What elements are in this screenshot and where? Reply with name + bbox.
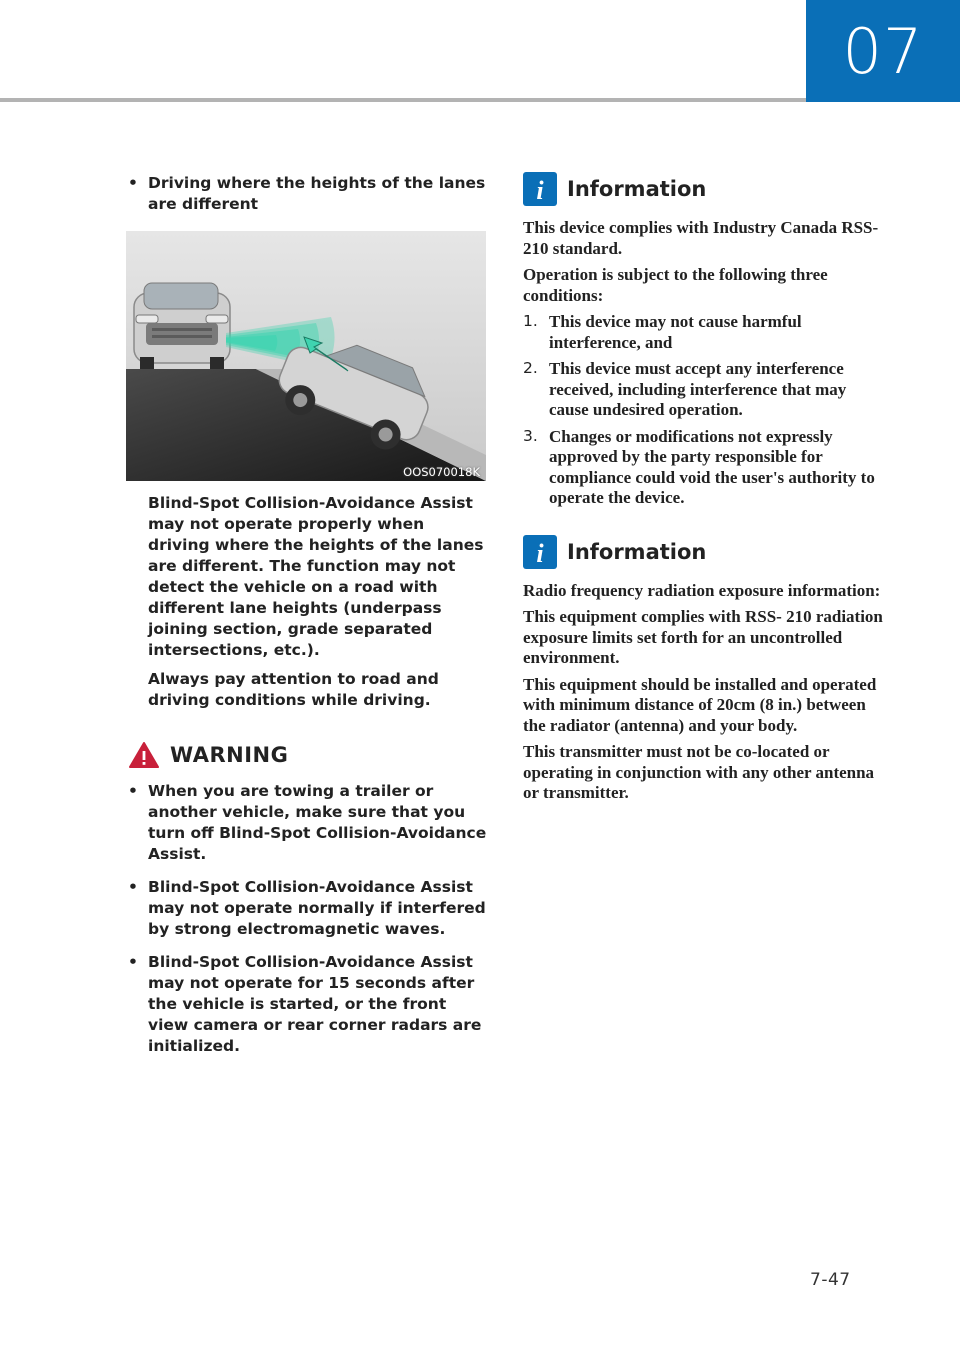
info-paragraph: This device complies with Industry Canada RSS-210 standard. [523,218,879,258]
item-text: This device may not cause harmful interference, and [549,312,802,352]
information-title: Information [567,177,707,201]
info-paragraph: This equipment complies with RSS- 210 radiation exposure limits set forth for an uncontrolled environment. [523,607,883,667]
warning-item: • Blind-Spot Collision-Avoidance Assist may not operate normally if interfered by strong electromagnetic waves. [126,877,490,940]
numbered-item [523,427,888,509]
paragraph-lane-heights: Blind-Spot Collision-Avoidance Assist may not operate properly when driving where the heights of the lanes are different. The function may not detect the vehicle on a road with different lane heights (underpass joining section, grade separated intersections, etc.). [148,494,484,659]
paragraph-pay-attention: Always pay attention to road and driving conditions while driving. [148,670,439,709]
numbered-item [523,359,888,421]
warning-list [126,781,490,1057]
page-number: 7-47 [810,1270,851,1290]
figure-caption: OOS070018K [403,465,480,479]
warning-item: • When you are towing a trailer or another vehicle, make sure that you turn off Blind-Spot Collision-Avoidance Assist. [126,781,490,865]
information-header [523,172,888,206]
svg-text:i: i [536,538,544,568]
item-text: Changes or modifications not expressly approved by the party responsible for compliance could void the user's authority to operate the device. [549,426,875,507]
info-paragraph: This equipment should be installed and operated with minimum distance of 20cm (8 in.) between the radiator (antenna) and your body. [523,674,877,735]
item-number: 1. [523,312,538,330]
warning-triangle-icon [128,741,160,769]
illustration-svg [126,231,486,481]
item-text: This device must accept any interference received, including interference that may cause undesired operation. [549,359,847,419]
right-column [523,172,888,804]
chapter-tab: 07 [806,0,960,102]
warning-item: • Blind-Spot Collision-Avoidance Assist may not operate for 15 seconds after the vehicle is started, or the front view camera or rear corner radars are initialized. [126,952,490,1057]
item-number: 2. [523,359,538,377]
info-icon [523,172,557,206]
header-rule [0,98,806,102]
item-number: 3. [523,426,538,445]
warning-header [128,741,490,769]
warning-title: WARNING [170,743,289,767]
info-paragraph: Radio frequency radiation exposure information: [523,580,881,600]
info-paragraph: This transmitter must not be co-located or operating in conjunction with any other antenna or transmitter. [523,742,875,802]
bullet-heading: • Driving where the heights of the lanes are different [126,173,490,215]
left-column [126,173,490,1069]
svg-text:i: i [536,176,544,205]
front-car [134,283,230,369]
info-icon [523,535,557,569]
numbered-item [523,312,888,353]
figure-lane-heights [126,231,486,481]
information-header [523,535,888,569]
info-paragraph: Operation is subject to the following three conditions: [523,265,828,305]
information-title: Information [567,539,707,564]
